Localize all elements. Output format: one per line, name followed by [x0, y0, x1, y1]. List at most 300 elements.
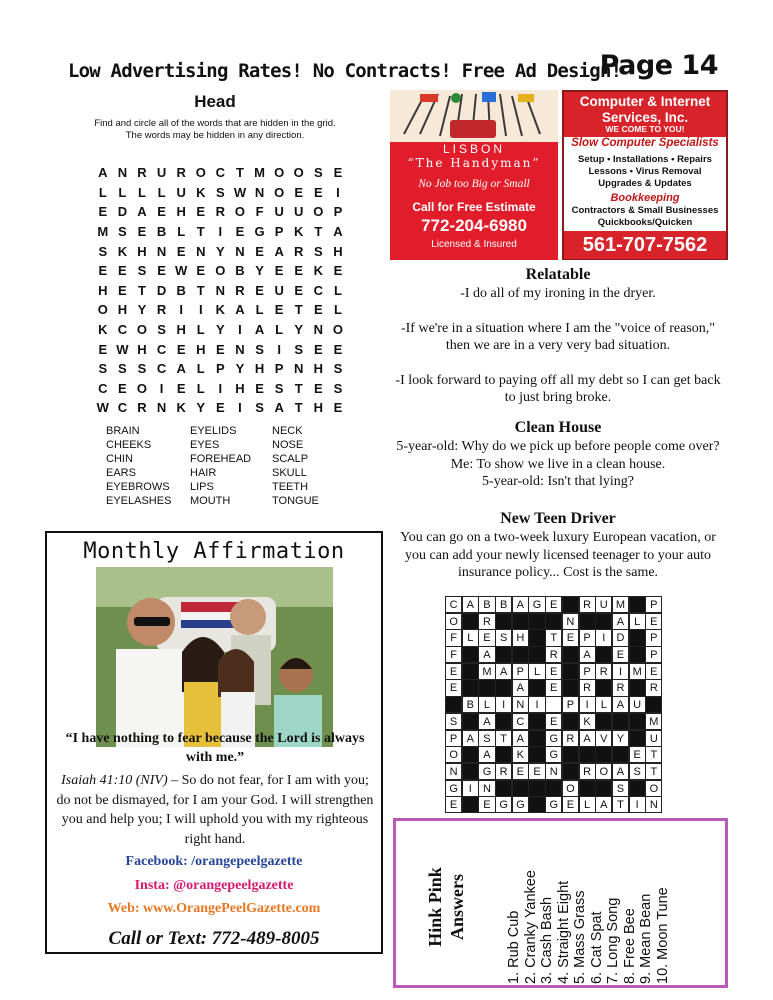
word-search-letter: Y: [196, 400, 206, 416]
hink-pink-answer-text: 2. Cranky Yankee: [522, 870, 539, 984]
website-link[interactable]: Web: www.OrangePeelGazette.com: [107, 901, 321, 916]
word-search-row: [93, 183, 348, 203]
hink-pink-answer-text: 6. Cat Spat: [588, 911, 605, 984]
word-search-letter: L: [333, 282, 342, 298]
computer-ad-bookkeeping: Bookkeeping: [610, 192, 680, 204]
word-search-letter: E: [216, 341, 225, 357]
word-search-letter: W: [116, 341, 129, 357]
crossword-cell: E: [562, 796, 579, 813]
word-list-item: NECK: [272, 425, 303, 437]
crossword-black-cell: [445, 696, 462, 713]
word-search-letter: R: [215, 204, 226, 220]
word-list-item: TONGUE: [272, 495, 319, 507]
crossword-cell: I: [612, 663, 629, 680]
new-teen-driver-title: New Teen Driver: [500, 510, 616, 527]
word-search-letter: O: [313, 204, 324, 220]
crossword-cell: S: [629, 763, 646, 780]
crossword-cell: H: [512, 629, 529, 646]
crossword-cell: E: [645, 613, 662, 630]
word-search-letter: R: [137, 165, 147, 181]
hink-pink-title-line: Hink Pink: [425, 867, 445, 947]
crossword-cell: L: [595, 696, 612, 713]
word-search-grid: [93, 163, 348, 418]
crossword-cell: P: [579, 663, 596, 680]
hink-pink-title: [424, 867, 468, 947]
instagram-link[interactable]: Insta: @orangepeelgazette: [134, 878, 294, 893]
word-search-row: [93, 339, 348, 359]
word-search-letter: E: [176, 243, 186, 259]
crossword-cell: A: [462, 730, 479, 747]
crossword-black-cell: [595, 746, 612, 763]
word-search-letter: D: [156, 282, 167, 298]
word-search-row: [93, 222, 348, 242]
crossword-cell: R: [478, 613, 495, 630]
word-search-letter: S: [137, 361, 147, 377]
computer-ad-title-2: Services, Inc.: [601, 110, 689, 125]
word-search-letter: E: [255, 282, 264, 298]
word-search-row: [93, 398, 348, 418]
handyman-slogan: No Job too Big or Small: [418, 178, 530, 190]
relatable-joke: -I do all of my ironing in the dryer.: [460, 286, 656, 301]
crossword-cell: E: [528, 763, 545, 780]
crossword-black-cell: [545, 613, 562, 630]
word-search-letter: L: [138, 184, 146, 200]
word-search-letter: R: [137, 400, 147, 416]
crossword-cell: L: [528, 663, 545, 680]
crossword-black-cell: [645, 696, 662, 713]
new-teen-driver-section: [393, 509, 723, 582]
word-search-letter: S: [333, 361, 343, 377]
word-search-letter: A: [274, 243, 284, 259]
word-search-row: [93, 281, 348, 301]
new-teen-driver-text: You can go on a two-week luxury European vacation, or you can add your newly licensed teenager to your auto insurance policy... Cost is the same.: [400, 530, 716, 580]
crossword-black-cell: [462, 613, 479, 630]
word-search-letter: P: [274, 361, 284, 377]
word-search-letter: L: [118, 184, 127, 200]
crossword-cell: R: [579, 596, 596, 613]
word-search-letter: K: [215, 302, 226, 318]
word-list-item: EYEBROWS: [106, 481, 170, 493]
crossword-cell: S: [612, 780, 629, 797]
hink-pink-answer-text: 7. Long Song: [605, 897, 621, 984]
word-search-letter: I: [238, 400, 242, 416]
word-search-letter: L: [333, 302, 342, 318]
crossword-row: [445, 763, 662, 780]
crossword-cell: B: [478, 596, 495, 613]
handyman-licensed: Licensed & Insured: [431, 239, 517, 250]
crossword-cell: R: [562, 730, 579, 747]
crossword-cell: E: [445, 663, 462, 680]
word-search-letter: P: [333, 204, 343, 220]
word-list-item: SCALP: [272, 453, 309, 465]
crossword-cell: P: [512, 663, 529, 680]
crossword-black-cell: [579, 613, 596, 630]
crossword-cell: M: [645, 713, 662, 730]
crossword-black-cell: [562, 663, 579, 680]
word-search-letter: E: [196, 263, 206, 279]
crossword-cell: U: [629, 696, 646, 713]
word-list-item: TEETH: [272, 481, 309, 493]
word-search-letter: I: [336, 184, 340, 200]
word-search-letter: T: [294, 380, 303, 396]
family-photo: [96, 567, 333, 747]
word-list-item: LIPS: [190, 481, 214, 493]
dialogue-line: 5-year-old: Why do we pick up before people come over?: [396, 439, 720, 454]
word-search-letter: U: [274, 204, 284, 220]
crossword-black-cell: [462, 713, 479, 730]
crossword-row: [445, 629, 662, 646]
word-search-letter: W: [96, 400, 109, 416]
word-search-letter: Y: [216, 322, 225, 338]
word-search-letter: N: [215, 282, 226, 298]
crossword-cell: T: [645, 763, 662, 780]
crossword-cell: T: [495, 730, 512, 747]
crossword-cell: T: [645, 746, 662, 763]
word-search-letter: A: [333, 224, 343, 240]
word-search-row: [93, 359, 348, 379]
hink-pink-answer-text: 8. Free Bee: [621, 908, 638, 984]
crossword-cell: E: [478, 796, 495, 813]
word-search-letter: O: [215, 263, 226, 279]
crossword-row: [445, 713, 662, 730]
word-search-row: [93, 241, 348, 261]
crossword-cell: R: [579, 763, 596, 780]
crossword-black-cell: [612, 746, 629, 763]
word-search-letter: H: [176, 204, 186, 220]
crossword-solution: [445, 596, 662, 813]
crossword-black-cell: [495, 780, 512, 797]
crossword-cell: S: [445, 713, 462, 730]
handyman-phone[interactable]: 772-204-6980: [421, 216, 527, 235]
crossword-cell: G: [545, 796, 562, 813]
word-search-title: Head: [194, 92, 236, 111]
word-search-letter: H: [137, 341, 147, 357]
crossword-cell: U: [595, 596, 612, 613]
word-search-letter: H: [137, 243, 147, 259]
word-search-letter: T: [196, 224, 205, 240]
word-search-letter: S: [137, 263, 147, 279]
crossword-cell: A: [612, 763, 629, 780]
tools-illustration: [390, 90, 558, 142]
word-search-letter: E: [274, 302, 284, 318]
service-line: Upgrades & Updates: [598, 178, 692, 189]
crossword-cell: T: [612, 796, 629, 813]
word-search-letter: O: [136, 322, 148, 338]
word-search-letter: E: [137, 224, 147, 240]
word-search-letter: H: [313, 400, 324, 416]
crossword-cell: A: [478, 713, 495, 730]
word-search-letter: O: [274, 165, 285, 181]
crossword-cell: A: [495, 663, 512, 680]
word-search-letter: L: [196, 380, 205, 396]
crossword-black-cell: [528, 679, 545, 696]
clean-house-section: [393, 418, 723, 491]
hink-pink-title-line: Answers: [447, 874, 467, 941]
handyman-name: LISBON: [442, 142, 505, 156]
word-search-letter: L: [177, 224, 186, 240]
crossword-row: [445, 780, 662, 797]
word-search-letter: H: [254, 361, 265, 377]
word-search-letter: P: [216, 361, 225, 377]
crossword-cell: R: [645, 679, 662, 696]
crossword-cell: A: [512, 679, 529, 696]
word-search-letter: N: [235, 341, 245, 357]
crossword-cell: G: [445, 780, 462, 797]
crossword-cell: L: [478, 696, 495, 713]
affirmation-box: [45, 531, 383, 954]
crossword-cell: V: [595, 730, 612, 747]
facebook-link[interactable]: Facebook: /orangepeelgazette: [125, 854, 303, 869]
crossword-cell: K: [512, 746, 529, 763]
crossword-cell: I: [495, 696, 512, 713]
computer-ad-come: WE COME TO YOU!: [605, 124, 685, 134]
word-list-item: EARS: [106, 467, 136, 479]
word-list-item: BRAIN: [106, 425, 140, 437]
word-search-letter: K: [98, 322, 108, 338]
clean-house-title: Clean House: [514, 419, 602, 436]
crossword-cell: P: [445, 730, 462, 747]
word-search-row: [93, 163, 348, 183]
word-search-letter: E: [235, 224, 245, 240]
crossword-cell: G: [545, 730, 562, 747]
crossword-cell: N: [445, 763, 462, 780]
word-search-letter: E: [216, 400, 225, 416]
crossword-black-cell: [629, 679, 646, 696]
service-line: Quickbooks/Quicken: [597, 217, 693, 228]
crossword-cell: M: [478, 663, 495, 680]
word-search-letter: S: [313, 243, 323, 259]
service-line: Contractors & Small Businesses: [571, 205, 719, 216]
crossword-cell: P: [645, 629, 662, 646]
crossword-cell: T: [545, 629, 562, 646]
crossword-black-cell: [528, 746, 545, 763]
word-search-letter: S: [274, 380, 284, 396]
crossword-black-cell: [528, 629, 545, 646]
crossword-cell: F: [445, 629, 462, 646]
word-search-letter: E: [313, 184, 323, 200]
service-line: Setup • Installations • Repairs: [578, 154, 712, 165]
crossword-cell: A: [478, 646, 495, 663]
word-search-letter: I: [277, 341, 281, 357]
word-search-letter: E: [157, 263, 166, 279]
word-search-letter: T: [314, 224, 323, 240]
word-search-letter: S: [255, 400, 264, 416]
word-search-instructions: [60, 118, 370, 142]
crossword-black-cell: [462, 763, 479, 780]
word-search-letter: A: [254, 322, 265, 338]
word-search-letter: A: [274, 400, 284, 416]
word-search-letter: T: [294, 400, 303, 416]
crossword-black-cell: [562, 746, 579, 763]
word-search-letter: R: [294, 243, 304, 259]
crossword-black-cell: [562, 646, 579, 663]
crossword-cell: I: [462, 780, 479, 797]
crossword-black-cell: [579, 746, 596, 763]
word-search-row: [93, 261, 348, 281]
word-search-letter: A: [137, 204, 147, 220]
word-search-letter: K: [117, 243, 128, 259]
crossword-cell: E: [545, 679, 562, 696]
crossword-cell: E: [545, 713, 562, 730]
word-search-letter: S: [333, 380, 343, 396]
crossword-cell: G: [545, 746, 562, 763]
word-search-letter: P: [274, 224, 284, 240]
crossword-cell: N: [478, 780, 495, 797]
word-search-row: [93, 202, 348, 222]
crossword-cell: O: [645, 780, 662, 797]
word-search-letter: E: [313, 380, 323, 396]
word-search-letter: A: [235, 302, 245, 318]
word-search-letter: H: [196, 341, 206, 357]
word-search-letter: D: [117, 204, 128, 220]
crossword-black-cell: [562, 679, 579, 696]
word-search-letter: C: [117, 322, 128, 338]
crossword-cell: P: [645, 596, 662, 613]
crossword-cell: B: [495, 596, 512, 613]
crossword-cell: A: [512, 730, 529, 747]
word-list-item: MOUTH: [190, 495, 231, 507]
word-search-letter: C: [156, 361, 167, 377]
crossword-black-cell: [528, 796, 545, 813]
word-search-letter: E: [118, 282, 127, 298]
word-search-letter: L: [255, 302, 264, 318]
word-search-letter: L: [275, 322, 284, 338]
word-search-letter: G: [254, 224, 265, 240]
word-search-letter: T: [138, 282, 146, 298]
crossword-cell: R: [595, 663, 612, 680]
word-search-letter: O: [293, 165, 304, 181]
word-search-letter: L: [98, 184, 107, 200]
word-search-letter: C: [313, 282, 324, 298]
crossword-cell: Y: [612, 730, 629, 747]
crossword-row: [445, 679, 662, 696]
crossword-cell: E: [445, 679, 462, 696]
crossword-black-cell: [629, 629, 646, 646]
word-search-letter: O: [97, 302, 108, 318]
crossword-cell: L: [462, 629, 479, 646]
word-search-letter: L: [196, 361, 205, 377]
crossword-cell: B: [462, 696, 479, 713]
crossword-cell: I: [629, 796, 646, 813]
crossword-cell: G: [478, 763, 495, 780]
handyman-call: Call for Free Estimate: [412, 200, 536, 214]
hink-pink-answer-text: 4. Straight Eight: [555, 880, 572, 984]
crossword-cell: G: [528, 596, 545, 613]
hink-pink-answer-text: 10. Moon Tune: [654, 887, 671, 984]
crossword-black-cell: [462, 679, 479, 696]
word-search-letter: N: [235, 243, 245, 259]
word-search-letter: M: [97, 224, 109, 240]
hink-pink-answer-text: 5. Mass Grass: [572, 890, 588, 984]
word-search-letter: B: [156, 224, 167, 240]
word-search-letter: I: [238, 322, 242, 338]
crossword-row: [445, 796, 662, 813]
crossword-black-cell: [495, 679, 512, 696]
verse-reference: Isaiah 41:10 (NIV): [61, 773, 168, 788]
crossword-cell: E: [478, 629, 495, 646]
crossword-black-cell: [562, 713, 579, 730]
crossword-cell: F: [445, 646, 462, 663]
hink-pink-answer-text: 3. Cash Bash: [539, 896, 555, 984]
word-search-letter: B: [176, 282, 186, 298]
crossword-cell: A: [512, 596, 529, 613]
word-search-letter: E: [333, 263, 343, 279]
word-search-letter: H: [176, 322, 186, 338]
word-search-letter: S: [157, 322, 166, 338]
crossword-cell: E: [545, 663, 562, 680]
word-list-item: CHEEKS: [106, 439, 152, 451]
crossword-cell: U: [645, 730, 662, 747]
word-list-column: [106, 424, 190, 508]
word-search-letter: I: [159, 380, 164, 396]
crossword-cell: R: [545, 646, 562, 663]
word-list-item: EYELASHES: [106, 495, 172, 507]
crossword-black-cell: [629, 713, 646, 730]
crossword-cell: O: [445, 746, 462, 763]
crossword-black-cell: [495, 746, 512, 763]
word-search-puzzle: [60, 90, 370, 520]
word-search-letter: B: [235, 263, 245, 279]
crossword-cell: S: [478, 730, 495, 747]
word-search-letter: N: [156, 243, 167, 259]
computer-ad-services: [564, 154, 726, 190]
crossword-black-cell: [629, 646, 646, 663]
word-search-letter: T: [196, 282, 205, 298]
word-search-letter: O: [195, 165, 206, 181]
word-list-item: CHIN: [106, 453, 133, 465]
word-search-letter: E: [98, 341, 108, 357]
word-search-letter: L: [196, 322, 205, 338]
crossword-cell: P: [562, 696, 579, 713]
crossword-cell: D: [612, 629, 629, 646]
word-search-letter: E: [255, 243, 264, 259]
crossword-row: [445, 696, 662, 713]
word-search-letter: N: [196, 243, 206, 259]
word-search-letter: E: [255, 380, 264, 396]
verse-text: – So do not fear, for I am with you; do not be dismayed, for I am your God. I will strengthen you and help you; I will uphold you with my righteous right hand.: [56, 773, 374, 847]
crossword-cell: M: [612, 596, 629, 613]
relatable-joke: -If we're in a situation where I am the "voice of reason," then we are in a very very bad situation.: [400, 320, 716, 353]
computer-ad-phone[interactable]: 561-707-7562: [564, 231, 726, 259]
page-number: Page 14: [599, 50, 718, 81]
crossword-cell: N: [545, 763, 562, 780]
dialogue-line: 5-year-old: Isn't that lying?: [482, 474, 634, 489]
computer-ad-header: [564, 92, 726, 137]
word-list-item: FOREHEAD: [190, 453, 252, 465]
word-search-letter: U: [176, 184, 186, 200]
crossword-black-cell: [512, 646, 529, 663]
crossword-cell: K: [579, 713, 596, 730]
word-search-letter: C: [98, 380, 108, 396]
word-search-letter: C: [156, 341, 167, 357]
word-search-letter: C: [117, 400, 128, 416]
word-search-letter: E: [274, 263, 284, 279]
word-search-letter: H: [333, 243, 343, 259]
word-search-letter: O: [136, 380, 148, 396]
word-search-letter: W: [233, 184, 247, 200]
crossword-cell: I: [579, 696, 596, 713]
word-search-row: [93, 300, 348, 320]
crossword-black-cell: [462, 663, 479, 680]
crossword-black-cell: [612, 713, 629, 730]
hink-pink-answer-text: 1. Rub Cub: [506, 910, 522, 984]
word-search-letter: S: [313, 165, 323, 181]
word-list-item: HAIR: [190, 467, 217, 479]
word-search-letter: K: [294, 224, 304, 240]
word-search-letter: Y: [294, 322, 304, 338]
crossword-black-cell: [595, 646, 612, 663]
word-search-letter: S: [118, 361, 127, 377]
